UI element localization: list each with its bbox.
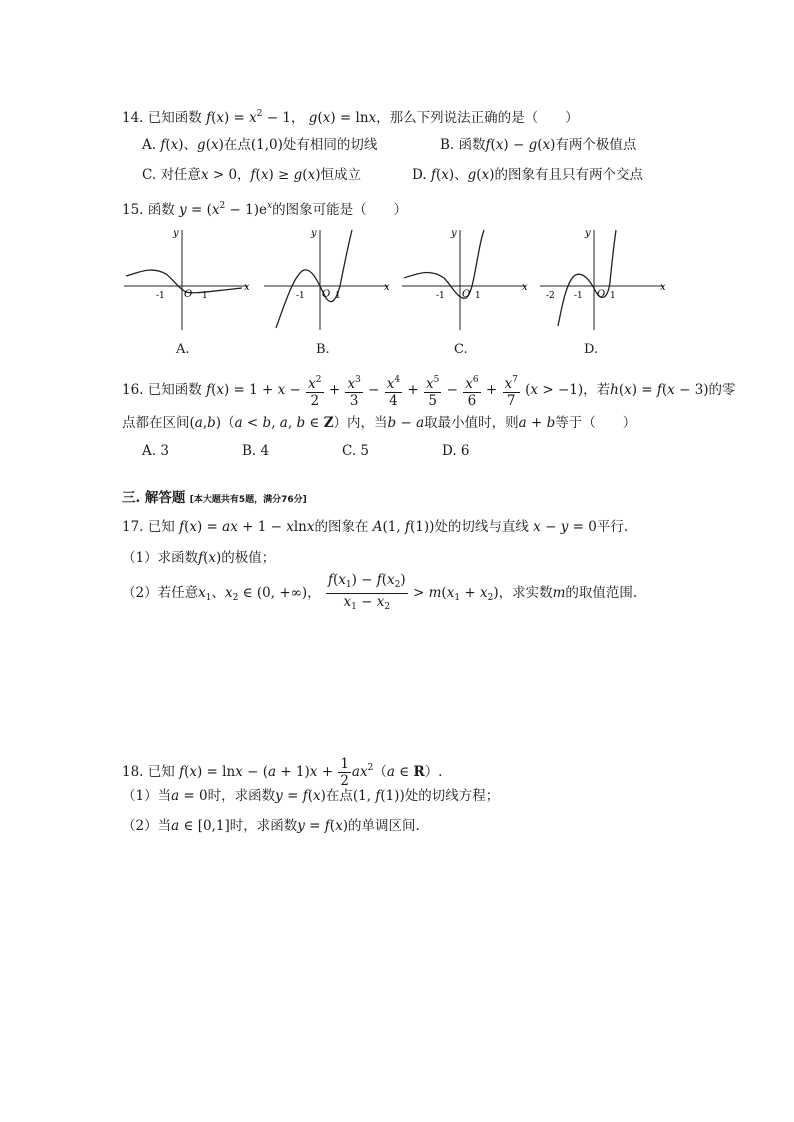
tick-label: 1	[475, 291, 481, 301]
q18-stem: 18. 已知 f(x) = lnx − (a + 1)x + $\frac{1}{2}$ $ax^2(a$ ∈ R）.	[122, 756, 443, 789]
section-title: 三. 解答题 [本大题共有5题，满分76分]	[122, 490, 307, 506]
q16-stem-line2: 点都在区间(a,b)（a < b, a, b ∈ Z）内，当b − a取最小值时，则a + b等于（ ）	[122, 415, 637, 431]
axis-x-label: x	[522, 282, 528, 293]
q15-graph-a-label: A.	[176, 342, 190, 357]
axis-y-label: y	[311, 228, 317, 239]
q15-graph-d-label: D.	[584, 342, 599, 357]
axis-y-label: y	[585, 228, 591, 239]
q15-graph-d	[538, 226, 668, 334]
q15-stem: 15. 函数 $y = (x^2 - 1)e^x$的图象可能是（ ）	[122, 201, 408, 218]
axis-x-label: x	[384, 282, 390, 293]
q16-option-a: A. 3	[142, 443, 169, 459]
q17-part1: （1）求函数f(x)的极值；	[122, 550, 276, 566]
q16-option-d: D. 6	[442, 443, 470, 459]
tick-label: -1	[156, 291, 165, 301]
axis-x-label: x	[660, 282, 666, 293]
q17-stem: 17. 已知 f(x) = ax + 1 − xlnx的图象在 A(1, f(1))处的切线与直线 x − y = 0平行.	[122, 519, 629, 535]
q18-part2: （2）当a ∈ [0,1]时，求函数y = f(x)的单调区间.	[122, 818, 420, 834]
axis-y-label: y	[173, 228, 179, 239]
q16-option-c: C. 5	[342, 443, 370, 459]
q14-option-c: C. 对任意x > 0，f(x) ≥ g(x)恒成立	[142, 167, 361, 183]
q16-option-b: B. 4	[242, 443, 270, 459]
tick-label: -1	[574, 291, 583, 301]
origin-label: O	[322, 289, 331, 300]
q15-graph-c-label: C.	[454, 342, 468, 357]
q15-graph-c	[400, 226, 530, 334]
tick-label: -1	[296, 291, 305, 301]
q15-graph-b	[262, 226, 392, 334]
origin-label: O	[597, 289, 606, 300]
tick-label: -1	[436, 291, 445, 301]
q17-part2: （2）若任意$x_1$、$x_2$ ∈ (0, +∞)， $\frac{f(x_1) - f(x_2)}{x_1 - x_2}$ > $m(x_1 + x_2)$，求实数m的取值范围.	[122, 572, 638, 612]
q15-graph-b-label: B.	[316, 342, 330, 357]
tick-label: 1	[202, 291, 208, 301]
tick-label: 1	[610, 291, 616, 301]
q14-option-a: A. f(x)、g(x)在点(1,0)处有相同的切线	[142, 137, 378, 153]
tick-label: -2	[546, 291, 555, 301]
origin-label: O	[462, 289, 471, 300]
axis-x-label: x	[244, 282, 250, 293]
q15-graph-a	[122, 226, 252, 334]
q14-option-b: B. 函数f(x) − g(x)有两个极值点	[440, 137, 637, 153]
tick-label: 1	[335, 291, 341, 301]
q14-option-d: D. f(x)、g(x)的图象有且只有两个交点	[412, 167, 643, 183]
q14-stem: 14. 已知函数 $f(x) = x^2 - 1$， g(x) = lnx，那么下列说法正确的是（ ）	[122, 109, 579, 126]
q18-part1: （1）当a = 0时，求函数y = f(x)在点(1, f(1))处的切线方程；	[122, 788, 500, 804]
axis-y-label: y	[451, 228, 457, 239]
q16-stem: 16. 已知函数 f(x) = 1 + x − $\frac{x^2}{2}$ + $\frac{x^3}{3}$ − $\frac{x^4}{4}$ + $\frac{x^5}{5}$ − $\frac{x^6}{6}$ + $\frac{x^7}{7}$ (x > −1)，若h(x) = f(x − 3)的零	[122, 372, 736, 409]
origin-label: O	[184, 289, 193, 300]
